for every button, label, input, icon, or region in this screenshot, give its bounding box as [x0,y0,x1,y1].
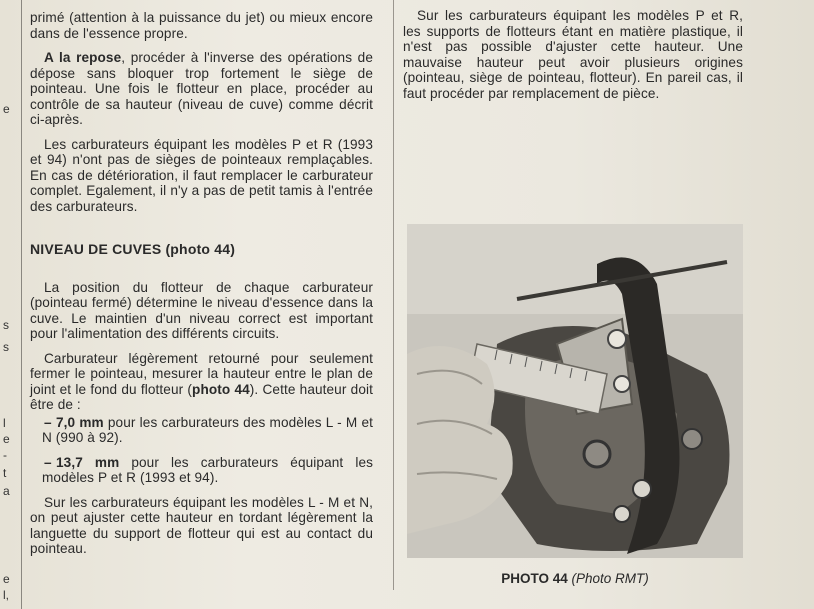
margin-fragment: e [3,572,10,586]
margin-fragment: s [3,340,9,354]
photo-reference: photo 44 [192,381,250,397]
list-item [30,455,373,486]
margin-fragment: a [3,484,10,498]
paragraph-text: ). Cette hauteur doit être de : [30,381,373,412]
margin-fragment: l, [3,588,9,602]
margin-fragment: l [3,416,6,430]
photo-carburetor-measurement [407,224,743,558]
margin-fragment: - [3,448,7,462]
margin-fragment: e [3,102,10,116]
margin-fragment: s [3,318,9,332]
photo-illustration [407,224,743,558]
paragraph [30,351,373,413]
gutter-line [21,0,22,609]
paragraph: La position du flotteur de chaque carburateur (pointeau fermé) détermine le niveau d'essence dans la cuve. Le maintien d'un niveau correct est important pour l'alimentation des différents circuits. [30,279,373,341]
margin-text-fragments [0,0,20,609]
paragraph: Les carburateurs équipant les modèles P et R (1993 et 94) n'ont pas de sièges de pointeaux remplaçables. En cas de détérioration, il faut remplacer le carburateur complet. Egalement, il n'y a pas de petit tamis à l'entrée des carburateurs. [30,136,373,214]
right-column [403,8,743,110]
list-item [30,415,373,446]
bold-lead: A la repose [44,50,122,65]
margin-fragment: e [3,432,10,446]
section-heading: NIVEAU DE CUVES (photo 44) [30,241,236,257]
paragraph: Sur les carburateurs équipant les modèles P et R, les supports de flotteurs étant en matière plastique, il n'est pas possible d'ajuster cette hauteur. Une mauvaise hauteur peut avoir plusieurs origines (pointeau, siège de pointeau, flotteur). En pareil cas, il faut procéder par remplacement de pièce. [403,8,743,101]
dash-bullet: – [44,414,52,430]
paragraph: primé (attention à la puissance du jet) ou mieux encore dans de l'essence propre. [30,10,373,41]
measurement-value: 13,7 mm [56,454,120,470]
left-column [30,10,373,566]
paragraph-text: , procéder à l'inverse des opérations de dépose sans bloquer trop fortement le siège de pointeau. Une fois le flotteur en place, procéder au contrôle de sa hauteur (niveau de cuve) comme décrit ci-après. [30,50,373,127]
paragraph: Sur les carburateurs équipant les modèles L - M et N, on peut ajuster cette hauteur en tordant légèrement la languette du support de flotteur qui est au contact du pointeau. [30,494,373,556]
list-item-text: pour les carburateurs des modèles L - M et N (990 à 92). [42,414,373,445]
measurement-value: 7,0 mm [56,414,104,430]
dash-bullet: – [44,454,52,470]
paragraph-text: Carburateur légèrement retourné pour seulement fermer le pointeau, mesurer la hauteur entre le plan de joint et le fond du flotteur ( [30,350,373,397]
paragraph [30,50,373,128]
column-rule [393,0,394,590]
list-item-text: pour les carburateurs équipant les modèles P et R (1993 et 94). [42,454,373,485]
caption-source: (Photo RMT) [571,571,649,586]
photo-caption [407,571,743,586]
caption-number: PHOTO 44 [501,571,568,586]
margin-fragment: t [3,466,7,480]
